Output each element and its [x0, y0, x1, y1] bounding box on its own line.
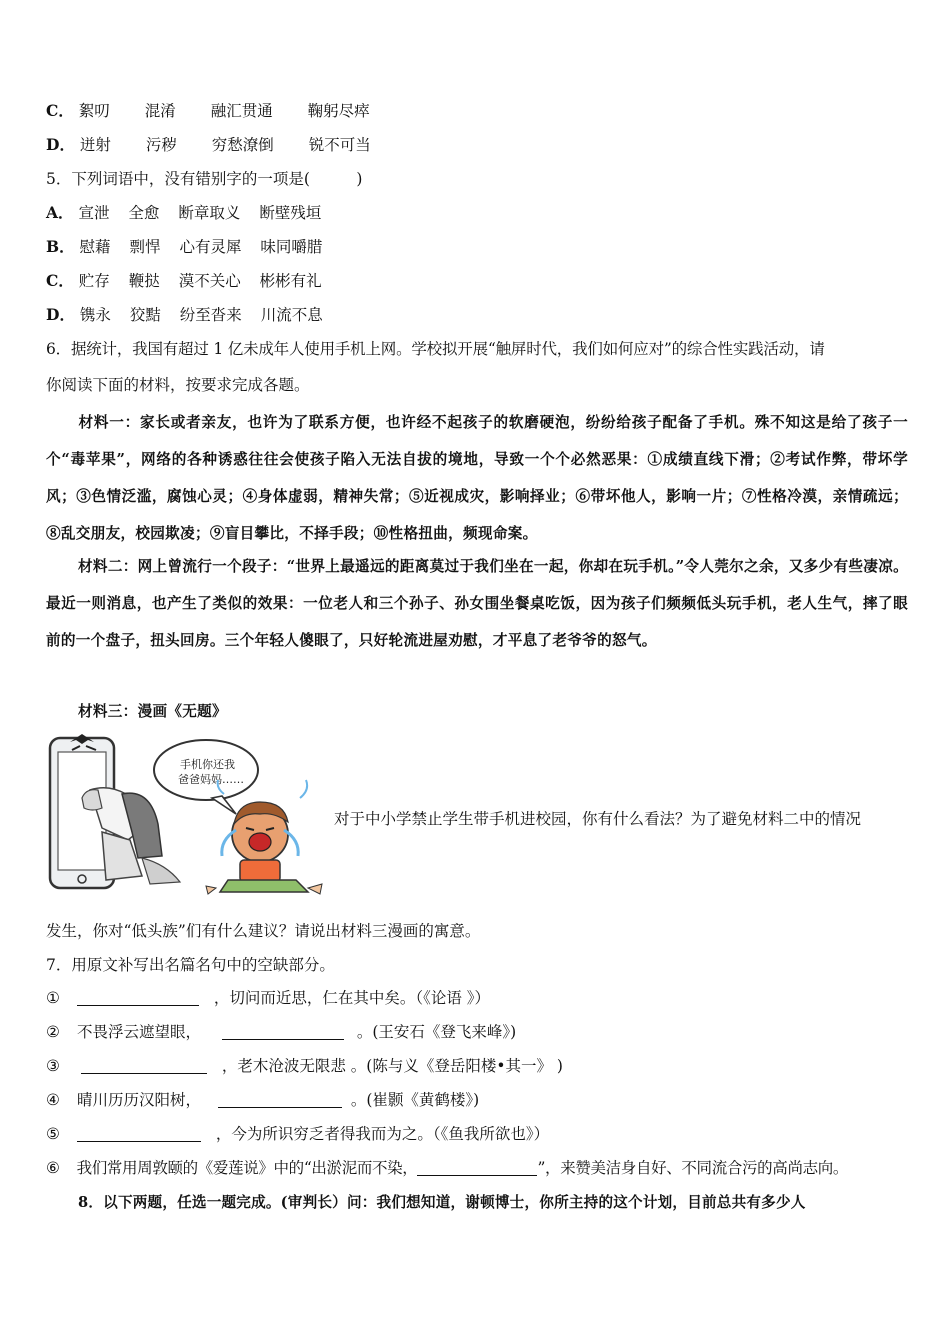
q7-item-5: ⑤ ，今为所识穷乏者得我而为之。（《鱼我所欲也》） — [46, 1125, 550, 1143]
answer-blank[interactable] — [218, 1091, 342, 1108]
q5-option-c: C． 贮存 鞭挞 漠不关心 彬彬有礼 — [46, 271, 322, 290]
q6-stem-line2: 你阅读下面的材料，按要求完成各题。 — [46, 376, 310, 394]
cartoon-illustration — [46, 728, 331, 896]
cartoon-drawing — [46, 728, 331, 896]
answer-blank[interactable] — [77, 1125, 201, 1142]
q6-material-1: 材料一：家长或者亲友，也许为了联系方便，也许经不起孩子的软磨硬泡，纷纷给孩子配备了手机。殊不知这是给了孩子一个“毒苹果”，网络的各种诱惑往往会使孩子陷入无法自拔的境地，导致一个个必然恶果：①成绩直线下滑；②考试作弊，带坏学风；③色情泛滥，腐蚀心灵；④身体虚弱，精神失常；⑤近视成灾，影响择业；⑥带坏他人，影响一片；⑦性格冷漠，亲情疏远；⑧乱交朋友，校园欺凌；⑨盲目攀比，不择手段；⑩性格扭曲，频现命案。 — [46, 414, 908, 542]
q6-question-line1: 对于中小学禁止学生带手机进校园，你有什么看法？为了避免材料二中的情况 — [334, 810, 862, 828]
q6-stem-line1: 6．据统计，我国有超过 1 亿未成年人使用手机上网。学校拟开展“触屏时代，我们如何应对”的综合性实践活动，请 — [46, 340, 825, 358]
bubble-line-2: 爸爸妈妈…… — [178, 773, 244, 786]
q5-option-b: B． 慰藉 剽悍 心有灵犀 味同嚼腊 — [46, 237, 323, 256]
answer-blank[interactable] — [222, 1023, 344, 1040]
q5-option-a: A． 宣泄 全愈 断章取义 断壁残垣 — [46, 203, 322, 222]
answer-blank[interactable] — [77, 989, 199, 1006]
q7-item-1: ① ，切问而近思，仁在其中矣。（《论语 》） — [46, 989, 491, 1007]
q6-question-line2: 发生，你对“低头族”们有什么建议？请说出材料三漫画的寓意。 — [46, 922, 481, 940]
q6-material-2: 材料二：网上曾流行一个段子：“世界上最遥远的距离莫过于我们坐在一起，你却在玩手机。”令人莞尔之余，又多少有些凄凉。最近一则消息，也产生了类似的效果：一位老人和三个孙子、孙女围坐餐桌吃饭，因为孩子们频频低头玩手机，老人生气，摔了眼前的一个盘子，扭头回房。三个年轻人傻眼了，只好轮流进屋劝慰，才平息了老爷爷的怒气。 — [46, 558, 908, 649]
q7-item-3: ③ ，老木沧波无限悲 。(陈与义《登岳阳楼•其一》 ) — [46, 1057, 563, 1075]
q7-item-2: ② 不畏浮云遮望眼， 。(王安石《登飞来峰》) — [46, 1023, 517, 1041]
q7-item-6: ⑥ 我们常用周敦颐的《爱莲说》中的“出淤泥而不染， ”，来赞美洁身自好、不同流合污的高尚志向。 — [46, 1159, 849, 1177]
q7-stem: 7．用原文补写出名篇名句中的空缺部分。 — [46, 956, 335, 974]
q4-option-d: D． 迸射 污秽 穷愁潦倒 锐不可当 — [46, 135, 371, 154]
q8-text: 8．以下两题，任选一题完成。(审判长）问：我们想知道，谢顿博士，你所主持的这个计划，目前总共有多少人 — [78, 1194, 806, 1211]
q4-option-c: C． 絮叨 混淆 融汇贯通 鞠躬尽瘁 — [46, 101, 370, 120]
q5-stem: 5．下列词语中，没有错别字的一项是( ) — [46, 170, 363, 188]
q7-item-4: ④ 晴川历历汉阳树， 。(崔颢《黄鹤楼》) — [46, 1091, 480, 1109]
answer-blank[interactable] — [81, 1057, 207, 1074]
q5-option-d: D． 镌永 狡黠 纷至沓来 川流不息 — [46, 305, 323, 324]
q6-material-3-title: 材料三：漫画《无题》 — [78, 703, 227, 720]
bubble-line-1: 手机你还我 — [180, 758, 235, 771]
answer-blank[interactable] — [417, 1159, 537, 1176]
